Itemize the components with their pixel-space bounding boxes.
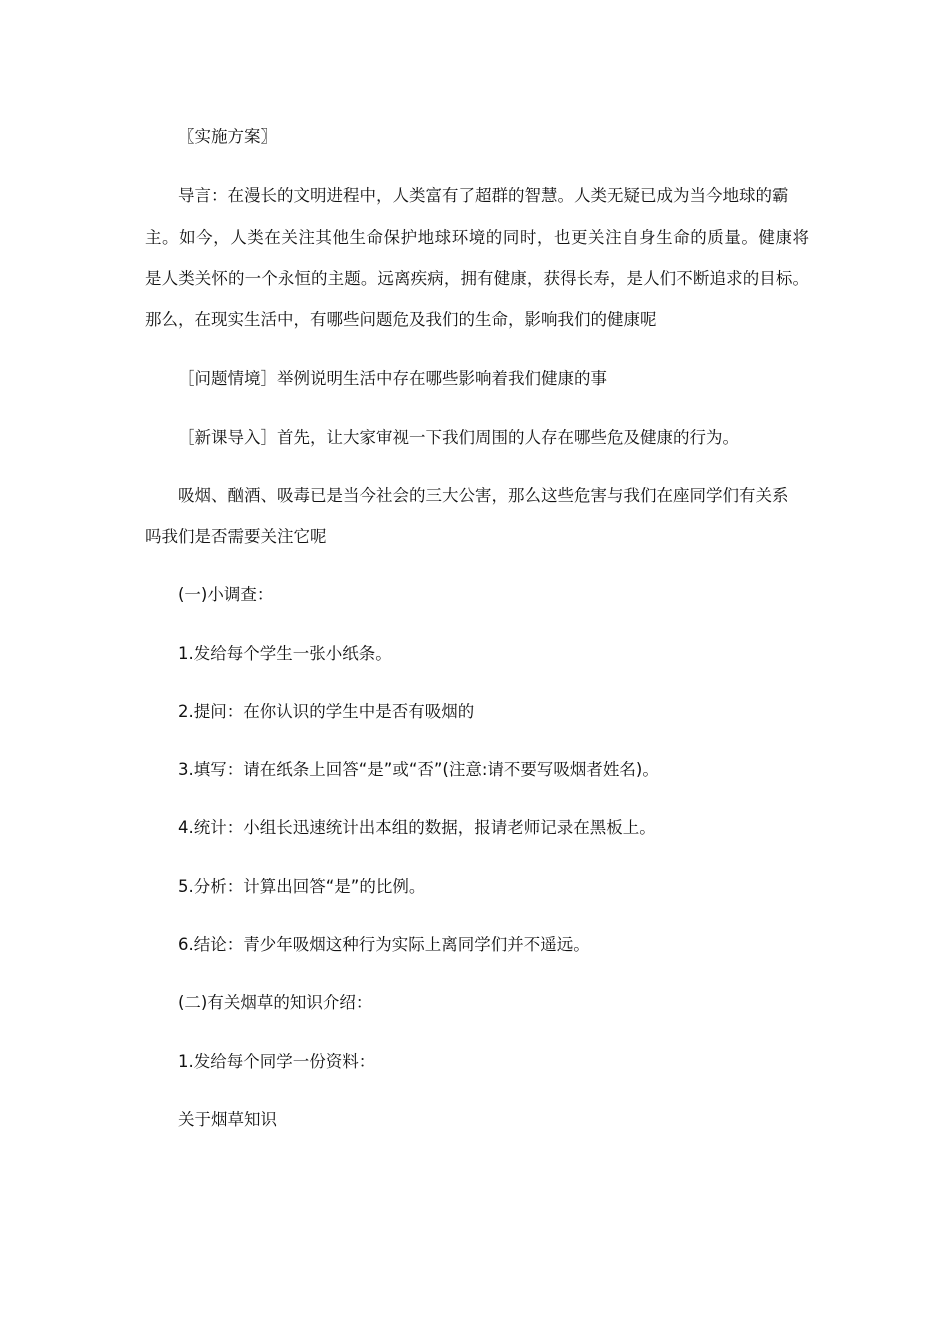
- survey-step: 4.统计：小组长迅速统计出本组的数据，报请老师记录在黑板上。: [178, 818, 656, 837]
- survey-heading: (一)小调查：: [178, 585, 274, 604]
- tobacco-heading: (二)有关烟草的知识介绍：: [178, 993, 373, 1012]
- problem-situation: ［问题情境］举例说明生活中存在哪些影响着我们健康的事: [178, 369, 607, 388]
- survey-step: 3.填写：请在纸条上回答“是”或“否”(注意:请不要写吸烟者姓名)。: [178, 760, 659, 779]
- hazards-line-1: 吸烟、酗酒、吸毒已是当今社会的三大公害，那么这些危害与我们在座同学们有关系: [178, 486, 789, 505]
- intro-line-3: 是人类关怀的一个永恒的主题。远离疾病，拥有健康，获得长寿，是人们不断追求的目标。: [145, 269, 809, 288]
- survey-step: 6.结论：青少年吸烟这种行为实际上离同学们并不遥远。: [178, 935, 590, 954]
- section-title: 〖实施方案〗: [178, 127, 277, 146]
- intro-line-4: 那么，在现实生活中，有哪些问题危及我们的生命，影响我们的健康呢: [145, 310, 657, 329]
- survey-step: 5.分析：计算出回答“是”的比例。: [178, 877, 426, 896]
- intro-line-2: 主。如今，人类在关注其他生命保护地球环境的同时，也更关注自身生命的质量。健康将: [145, 228, 809, 247]
- intro-line-1: 导言：在漫长的文明进程中，人类富有了超群的智慧。人类无疑已成为当今地球的霸: [178, 186, 789, 205]
- tobacco-title: 关于烟草知识: [178, 1110, 277, 1129]
- new-lesson: ［新课导入］首先，让大家审视一下我们周围的人存在哪些危及健康的行为。: [178, 428, 739, 447]
- survey-step: 1.发给每个学生一张小纸条。: [178, 644, 392, 663]
- survey-step: 2.提问：在你认识的学生中是否有吸烟的: [178, 702, 475, 721]
- tobacco-step-1: 1.发给每个同学一份资料：: [178, 1052, 376, 1071]
- hazards-line-2: 吗我们是否需要关注它呢: [145, 527, 327, 546]
